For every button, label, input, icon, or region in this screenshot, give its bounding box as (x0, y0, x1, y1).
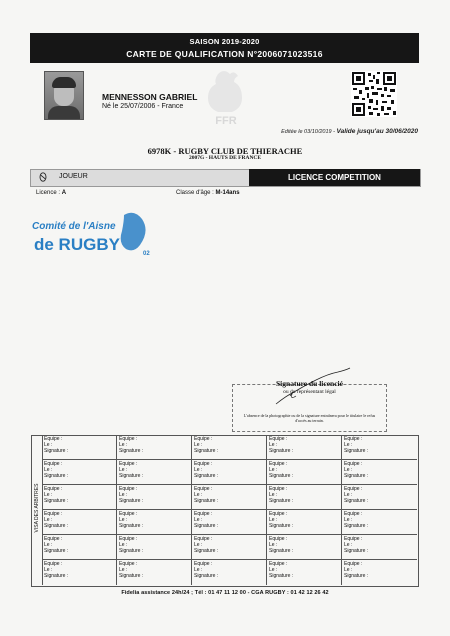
visa-le-label: Le : (344, 517, 353, 523)
ffr-text: FFR (215, 115, 237, 127)
logo-line1: Comité de l'Aisne (32, 221, 116, 232)
visa-le-label: Le : (119, 542, 128, 548)
visa-cell[interactable] (192, 435, 267, 460)
visa-cell[interactable] (342, 510, 417, 535)
visa-signature-label: Signature : (44, 523, 69, 529)
visa-cell[interactable] (267, 535, 342, 560)
visa-le-label: Le : (344, 542, 353, 548)
visa-equipe-label: Equipe : (344, 561, 363, 567)
visa-cell[interactable] (267, 510, 342, 535)
visa-le-label: Le : (44, 542, 53, 548)
visa-equipe-label: Equipe : (269, 511, 288, 517)
visa-signature-label: Signature : (44, 473, 69, 479)
visa-equipe-label: Equipe : (269, 486, 288, 492)
visa-equipe-label: Equipe : (269, 436, 288, 442)
visa-le-label: Le : (194, 517, 203, 523)
visa-le-label: Le : (344, 492, 353, 498)
visa-cell[interactable] (267, 460, 342, 485)
visa-le-label: Le : (269, 467, 278, 473)
player-photo (44, 71, 84, 120)
visa-le-label: Le : (194, 567, 203, 573)
visa-cell[interactable] (267, 560, 342, 585)
visa-signature-label: Signature : (194, 523, 219, 529)
licence-info: Licence : A (36, 190, 67, 196)
visa-cell[interactable] (117, 510, 192, 535)
visa-signature-label: Signature : (119, 448, 144, 454)
visa-le-label: Le : (194, 542, 203, 548)
visa-equipe-label: Equipe : (44, 461, 63, 467)
visa-cell[interactable] (267, 435, 342, 460)
visa-signature-label: Signature : (269, 523, 294, 529)
visa-cell[interactable] (342, 435, 417, 460)
visa-le-label: Le : (344, 567, 353, 573)
visa-equipe-label: Equipe : (119, 461, 138, 467)
visa-signature-label: Signature : (44, 573, 69, 579)
visa-le-label: Le : (119, 467, 128, 473)
edited-date: Editée le 03/10/2019 - (281, 129, 335, 135)
header-band (30, 33, 419, 63)
club-name: 6978K - RUGBY CLUB DE THIERACHE (147, 146, 303, 156)
visa-signature-label: Signature : (119, 573, 144, 579)
visa-signature-label: Signature : (269, 548, 294, 554)
visa-signature-label: Signature : (194, 473, 219, 479)
player-role-icon (39, 172, 47, 182)
assistance-footer: Fidelia assistance 24h/24 ; Tél : 01 47 11 12 00 - CGA RUGBY : 01 42 12 26 42 (121, 590, 329, 596)
role-band (30, 169, 421, 187)
visa-cell[interactable] (342, 485, 417, 510)
visa-cell[interactable] (42, 510, 117, 535)
signature-box (232, 379, 387, 432)
visa-cell[interactable] (117, 560, 192, 585)
visa-le-label: Le : (344, 467, 353, 473)
visa-equipe-label: Equipe : (119, 536, 138, 542)
season: SAISON 2019-2020 (189, 37, 260, 46)
visa-le-label: Le : (44, 492, 53, 498)
visa-equipe-label: Equipe : (44, 511, 63, 517)
visa-le-label: Le : (344, 442, 353, 448)
visa-le-label: Le : (119, 442, 128, 448)
player-birth: Né le 25/07/2006 - France (102, 103, 184, 110)
visa-cell[interactable] (117, 485, 192, 510)
validity (281, 128, 418, 135)
visa-signature-label: Signature : (119, 523, 144, 529)
visa-equipe-label: Equipe : (44, 561, 63, 567)
visa-equipe-label: Equipe : (344, 536, 363, 542)
visa-cell[interactable] (342, 560, 417, 585)
visa-equipe-label: Equipe : (44, 486, 63, 492)
visa-equipe-label: Equipe : (194, 561, 213, 567)
visa-equipe-label: Equipe : (119, 561, 138, 567)
visa-signature-label: Signature : (44, 448, 69, 454)
visa-signature-label: Signature : (194, 498, 219, 504)
visa-signature-label: Signature : (269, 498, 294, 504)
visa-le-label: Le : (269, 567, 278, 573)
logo-num: 02 (143, 251, 150, 257)
visa-signature-label: Signature : (119, 473, 144, 479)
signature-notice: L'absence de la photographie ou de la signature entraînera pour le titulaire le refus d'accès au terrain. (243, 413, 376, 423)
visa-le-label: Le : (269, 517, 278, 523)
visa-le-label: Le : (44, 442, 53, 448)
licence-value: A (61, 190, 67, 196)
visa-le-label: Le : (44, 517, 53, 523)
visa-equipe-label: Equipe : (269, 536, 288, 542)
visa-cell[interactable] (192, 560, 267, 585)
aisne-committee-logo (30, 207, 156, 259)
role-label: JOUEUR (59, 173, 88, 180)
visa-equipe-label: Equipe : (119, 511, 138, 517)
visa-signature-label: Signature : (44, 498, 69, 504)
visa-label: VISA DES ARBITRES (34, 483, 40, 533)
signature-title: Signature du licencié (276, 379, 343, 388)
committee-name: 2007G - HAUTS DE FRANCE (188, 155, 262, 161)
visa-equipe-label: Equipe : (269, 461, 288, 467)
player-name: MENNESSON GABRIEL (102, 92, 198, 102)
visa-cell[interactable] (42, 560, 117, 585)
visa-equipe-label: Equipe : (194, 486, 213, 492)
visa-equipe-label: Equipe : (194, 511, 213, 517)
visa-le-label: Le : (119, 492, 128, 498)
visa-cell[interactable] (267, 485, 342, 510)
licence-type: LICENCE COMPETITION (249, 169, 420, 186)
visa-equipe-label: Equipe : (194, 461, 213, 467)
visa-le-label: Le : (194, 467, 203, 473)
qr-code (351, 71, 397, 117)
visa-signature-label: Signature : (194, 448, 219, 454)
visa-cell[interactable] (342, 535, 417, 560)
visa-le-label: Le : (269, 442, 278, 448)
visa-cell[interactable] (342, 460, 417, 485)
visa-cell[interactable] (117, 460, 192, 485)
visa-equipe-label: Equipe : (344, 511, 363, 517)
visa-signature-label: Signature : (344, 548, 369, 554)
visa-equipe-label: Equipe : (119, 436, 138, 442)
visa-equipe-label: Equipe : (194, 436, 213, 442)
visa-le-label: Le : (194, 442, 203, 448)
visa-cells (42, 435, 417, 585)
visa-signature-label: Signature : (194, 548, 219, 554)
visa-cell[interactable] (42, 535, 117, 560)
valid-until: Valide jusqu'au 30/06/2020 (336, 128, 418, 135)
visa-le-label: Le : (44, 567, 53, 573)
visa-le-label: Le : (269, 492, 278, 498)
visa-cell[interactable] (192, 535, 267, 560)
visa-signature-label: Signature : (344, 448, 369, 454)
visa-signature-label: Signature : (344, 573, 369, 579)
visa-signature-label: Signature : (269, 473, 294, 479)
visa-cell[interactable] (42, 460, 117, 485)
visa-equipe-label: Equipe : (344, 436, 363, 442)
visa-le-label: Le : (194, 492, 203, 498)
visa-signature-label: Signature : (119, 498, 144, 504)
visa-signature-label: Signature : (119, 548, 144, 554)
visa-cell[interactable] (192, 510, 267, 535)
visa-cell[interactable] (192, 485, 267, 510)
visa-signature-label: Signature : (44, 548, 69, 554)
visa-equipe-label: Equipe : (269, 561, 288, 567)
visa-signature-label: Signature : (269, 573, 294, 579)
visa-signature-label: Signature : (344, 473, 369, 479)
visa-cell[interactable] (117, 535, 192, 560)
visa-le-label: Le : (269, 542, 278, 548)
visa-cell[interactable] (192, 460, 267, 485)
visa-signature-label: Signature : (269, 448, 294, 454)
visa-equipe-label: Equipe : (44, 436, 63, 442)
visa-equipe-label: Equipe : (344, 461, 363, 467)
ffr-rooster-watermark (196, 66, 256, 128)
logo-line2: de RUGBY (34, 235, 120, 254)
signature-subtitle: ou du représentant légal (283, 389, 336, 395)
visa-cell[interactable] (42, 485, 117, 510)
visa-le-label: Le : (44, 467, 53, 473)
visa-equipe-label: Equipe : (344, 486, 363, 492)
visa-cell[interactable] (117, 435, 192, 460)
card-number: CARTE DE QUALIFICATION N°2006071023516 (126, 49, 323, 59)
visa-signature-label: Signature : (344, 523, 369, 529)
visa-le-label: Le : (119, 517, 128, 523)
visa-cell[interactable] (42, 435, 117, 460)
age-class-value: M-14ans (215, 190, 240, 196)
visa-equipe-label: Equipe : (194, 536, 213, 542)
visa-equipe-label: Equipe : (119, 486, 138, 492)
age-class-info: Classe d'âge : M-14ans (176, 190, 240, 196)
visa-equipe-label: Equipe : (44, 536, 63, 542)
visa-le-label: Le : (119, 567, 128, 573)
visa-signature-label: Signature : (194, 573, 219, 579)
visa-signature-label: Signature : (344, 498, 369, 504)
